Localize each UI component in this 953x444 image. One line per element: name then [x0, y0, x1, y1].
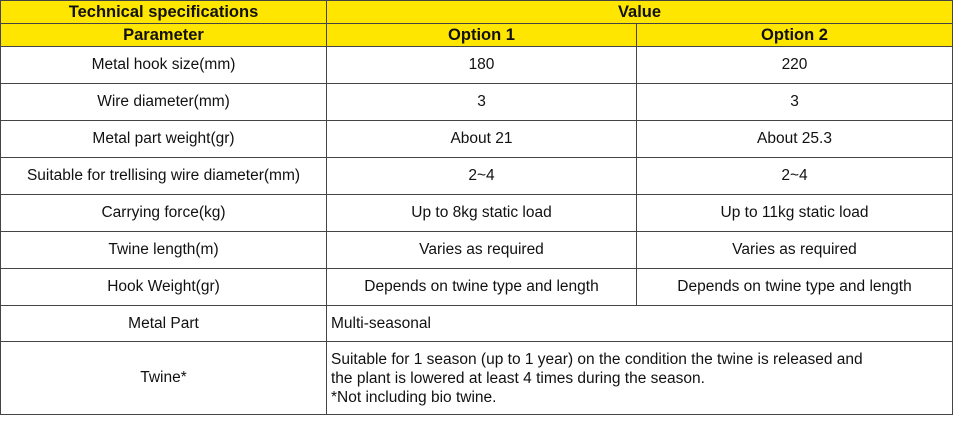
table-row-twine: [1, 342, 953, 415]
twine-line-1: Suitable for 1 season (up to 1 year) on the condition the twine is released and: [331, 350, 863, 368]
header-parameter: Parameter: [1, 24, 327, 47]
option2-cell: 220: [637, 47, 953, 84]
param-cell: Metal Part: [1, 306, 327, 342]
param-cell: Carrying force(kg): [1, 195, 327, 232]
param-cell: Twine length(m): [1, 232, 327, 269]
table-row: [1, 195, 953, 232]
table-row: [1, 47, 953, 84]
option1-cell: Varies as required: [327, 232, 637, 269]
header-option-1: Option 1: [327, 24, 637, 47]
option2-cell: Depends on twine type and length: [637, 269, 953, 306]
header-row-2: [1, 24, 953, 47]
param-cell: Metal part weight(gr): [1, 121, 327, 158]
option2-cell: 3: [637, 84, 953, 121]
option1-cell: 3: [327, 84, 637, 121]
twine-line-2: the plant is lowered at least 4 times during the season.: [331, 369, 705, 387]
option2-cell: 2~4: [637, 158, 953, 195]
option1-cell: About 21: [327, 121, 637, 158]
table-row: [1, 121, 953, 158]
header-value: Value: [327, 1, 953, 24]
table-row: [1, 84, 953, 121]
option2-cell: Up to 11kg static load: [637, 195, 953, 232]
param-cell: Twine*: [1, 342, 327, 415]
table-row: [1, 269, 953, 306]
option2-cell: Varies as required: [637, 232, 953, 269]
table-row: [1, 232, 953, 269]
metal-part-value: Multi-seasonal: [327, 306, 953, 342]
option1-cell: Up to 8kg static load: [327, 195, 637, 232]
twine-description: [327, 342, 953, 415]
param-cell: Hook Weight(gr): [1, 269, 327, 306]
param-cell: Suitable for trellising wire diameter(mm): [1, 158, 327, 195]
table-row-metal-part: [1, 306, 953, 342]
option1-cell: Depends on twine type and length: [327, 269, 637, 306]
option1-cell: 2~4: [327, 158, 637, 195]
param-cell: Wire diameter(mm): [1, 84, 327, 121]
table-row: [1, 158, 953, 195]
twine-footnote: *Not including bio twine.: [331, 388, 497, 406]
param-cell: Metal hook size(mm): [1, 47, 327, 84]
option2-cell: About 25.3: [637, 121, 953, 158]
option1-cell: 180: [327, 47, 637, 84]
header-tech-specs: Technical specifications: [1, 1, 327, 24]
header-row-1: [1, 1, 953, 24]
header-option-2: Option 2: [637, 24, 953, 47]
